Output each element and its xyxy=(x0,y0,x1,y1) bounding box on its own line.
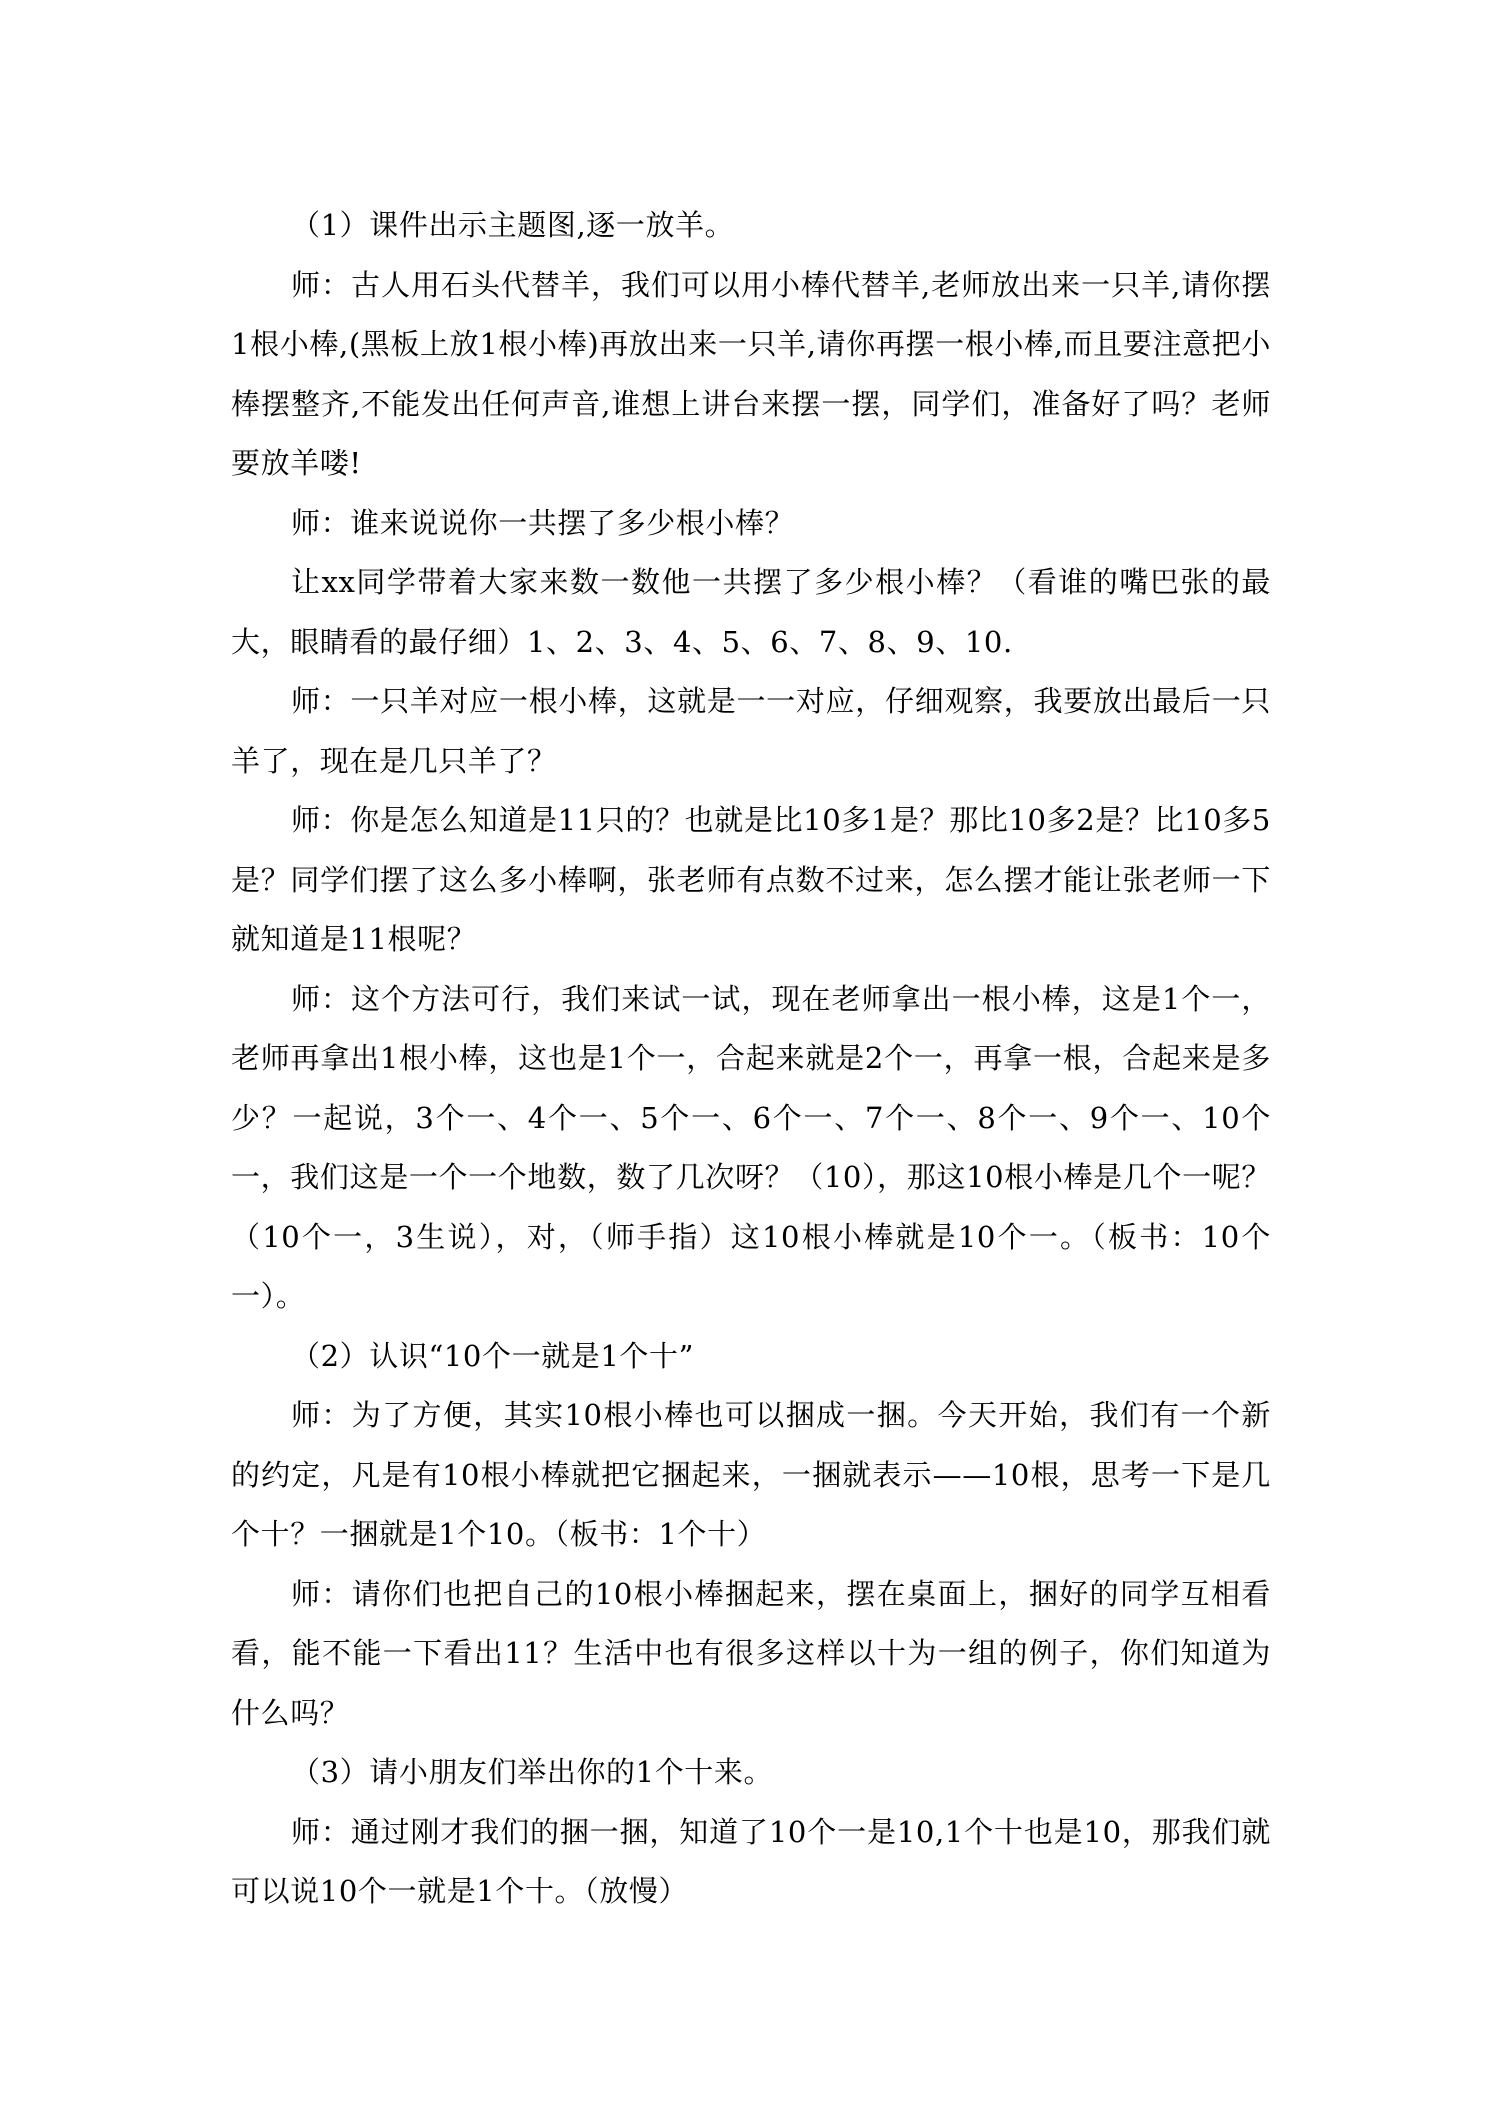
paragraph-10: 师：请你们也把自己的10根小棒捆起来，摆在桌面上，捆好的同学互相看看，能不能一下看出11？生活中也有很多这样以十为一组的例子，你们知道为什么吗？ xyxy=(231,1576,1271,1730)
paragraph-8: （2）认识“10个一就是1个十” xyxy=(291,1338,695,1373)
paragraph-1: （1）课件出示主题图,逐一放羊。 xyxy=(291,208,735,242)
paragraph-6: 师：你是怎么知道是11只的？也就是比10多1是？那比10多2是？比10多5是？同学们摆了这么多小棒啊，张老师有点数不过来，怎么摆才能让张老师一下就知道是11根呢？ xyxy=(231,803,1271,956)
paragraph-9: 师：为了方便，其实10根小棒也可以捆成一捆。今天开始，我们有一个新的约定，凡是有10根小棒就把它捆起来，一捆就表示——10根，思考一下是几个十？一捆就是1个10。（板书：1个十） xyxy=(231,1398,1271,1551)
document-body xyxy=(231,196,1271,1922)
paragraph-12: 师：通过刚才我们的捆一捆，知道了10个一是10,1个十也是10，那我们就可以说10个一就是1个十。（放慢） xyxy=(231,1814,1271,1908)
paragraph-2: 师：古人用石头代替羊，我们可以用小棒代替羊,老师放出来一只羊,请你摆1根小棒,(黑板上放1根小棒)再放出来一只羊,请你再摆一根小棒,而且要注意把小棒摆整齐,不能发出任何声音,谁想上讲台来摆一摆，同学们，准备好了吗？老师要放羊喽! xyxy=(231,267,1271,480)
paragraph-11: （3）请小朋友们举出你的1个十来。 xyxy=(291,1755,774,1789)
paragraph-5: 师：一只羊对应一根小棒，这就是一一对应，仔细观察，我要放出最后一只羊了，现在是几只羊了？ xyxy=(231,684,1271,778)
paragraph-3: 师：谁来说说你一共摆了多少根小棒？ xyxy=(291,505,795,540)
paragraph-4: 让xx同学带着大家来数一数他一共摆了多少根小棒？（看谁的嘴巴张的最大，眼睛看的最仔细）1、2、3、4、5、6、7、8、9、10. xyxy=(231,565,1271,659)
paragraph-7: 师：这个方法可行，我们来试一试，现在老师拿出一根小棒，这是1个一，老师再拿出1根小棒，这也是1个一，合起来就是2个一，再拿一根，合起来是多少？一起说，3个一、4个一、5个一、6个一、7个一、8个一、9个一、10个一，我们这是一个一个地数，数了几次呀？（10），那这10根小棒是几个一呢？（10个一，3生说），对，（师手指）这10根小棒就是10个一。（板书：10个一）。 xyxy=(231,981,1272,1313)
